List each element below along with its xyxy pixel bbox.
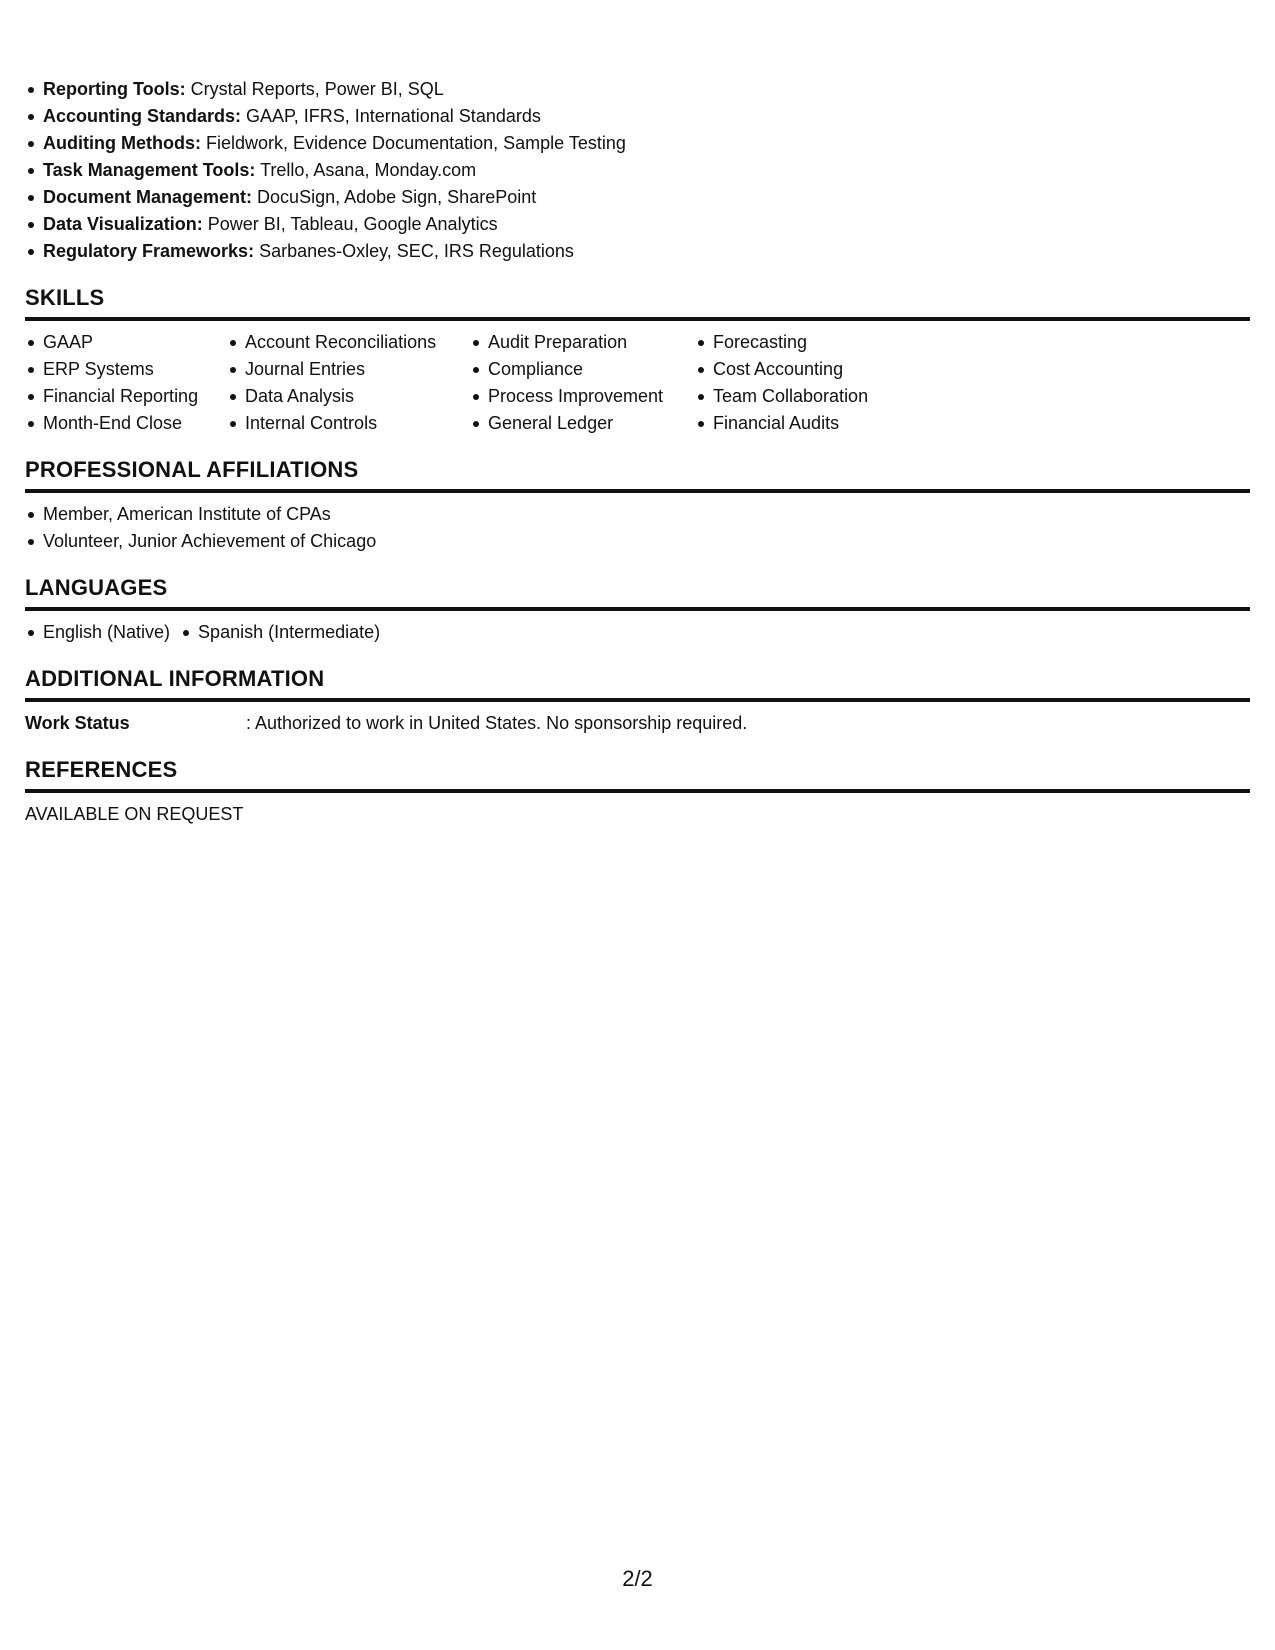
skill-item: General Ledger	[488, 410, 695, 437]
tools-item-value: Trello, Asana, Monday.com	[260, 160, 477, 180]
skills-grid	[25, 329, 1250, 437]
tools-item-value: DocuSign, Adobe Sign, SharePoint	[257, 187, 537, 207]
skill-item: Cost Accounting	[713, 356, 913, 383]
tools-item-label: Data Visualization:	[43, 214, 203, 234]
skills-column	[470, 329, 695, 437]
skill-item: Data Analysis	[245, 383, 470, 410]
tools-item-document-management	[43, 184, 1250, 211]
affiliations-list	[25, 501, 1250, 555]
tools-item-label: Auditing Methods:	[43, 133, 201, 153]
tools-item-label: Regulatory Frameworks:	[43, 241, 255, 261]
references-text: AVAILABLE ON REQUEST	[25, 804, 244, 824]
skills-section	[25, 283, 1250, 437]
skill-item: Account Reconciliations	[245, 329, 470, 356]
skill-item: Journal Entries	[245, 356, 470, 383]
tools-item-accounting-standards	[43, 103, 1250, 130]
tools-item-value: Power BI, Tableau, Google Analytics	[207, 214, 498, 234]
language-item: English (Native)	[43, 619, 170, 646]
languages-list	[25, 619, 1250, 646]
work-status-row	[25, 710, 1250, 737]
affiliation-item: Volunteer, Junior Achievement of Chicago	[43, 528, 1250, 555]
affiliations-heading: PROFESSIONAL AFFILIATIONS	[25, 455, 1250, 493]
tools-item-label: Task Management Tools:	[43, 160, 256, 180]
skills-column	[695, 329, 913, 437]
tools-item-label: Accounting Standards:	[43, 106, 242, 126]
skill-item: Audit Preparation	[488, 329, 695, 356]
tools-list	[25, 76, 1250, 265]
tools-item-value: Crystal Reports, Power BI, SQL	[190, 79, 444, 99]
skill-item: GAAP	[43, 329, 227, 356]
language-item: Spanish (Intermediate)	[198, 619, 380, 646]
skill-item: Forecasting	[713, 329, 913, 356]
affiliations-section	[25, 455, 1250, 555]
references-section	[25, 755, 1250, 828]
tools-item-value: GAAP, IFRS, International Standards	[246, 106, 541, 126]
skill-item: Month-End Close	[43, 410, 227, 437]
skills-column	[25, 329, 227, 437]
work-status-label: Work Status	[25, 713, 130, 733]
skill-item: Compliance	[488, 356, 695, 383]
skill-item: Internal Controls	[245, 410, 470, 437]
skill-item: Process Improvement	[488, 383, 695, 410]
tools-item-label: Document Management:	[43, 187, 253, 207]
additional-info-section	[25, 664, 1250, 737]
tools-item-value: Fieldwork, Evidence Documentation, Sample Testing	[205, 133, 626, 153]
references-heading: REFERENCES	[25, 755, 1250, 793]
skill-item: Team Collaboration	[713, 383, 913, 410]
tools-item-label: Reporting Tools:	[43, 79, 186, 99]
resume-page	[25, 76, 1250, 828]
affiliation-item: Member, American Institute of CPAs	[43, 501, 1250, 528]
languages-section	[25, 573, 1250, 646]
skill-item: ERP Systems	[43, 356, 227, 383]
tools-item-reporting	[43, 76, 1250, 103]
skill-item: Financial Reporting	[43, 383, 227, 410]
tools-item-task-management	[43, 157, 1250, 184]
skills-heading: SKILLS	[25, 283, 1250, 321]
tools-item-regulatory-frameworks	[43, 238, 1250, 265]
skill-item: Financial Audits	[713, 410, 913, 437]
languages-heading: LANGUAGES	[25, 573, 1250, 611]
page-number: 2/2	[622, 1566, 653, 1591]
work-status-value: : Authorized to work in United States. No sponsorship required.	[246, 713, 748, 733]
additional-info-heading: ADDITIONAL INFORMATION	[25, 664, 1250, 702]
tools-item-auditing-methods	[43, 130, 1250, 157]
tools-item-data-visualization	[43, 211, 1250, 238]
skills-column	[227, 329, 470, 437]
tools-item-value: Sarbanes-Oxley, SEC, IRS Regulations	[259, 241, 574, 261]
